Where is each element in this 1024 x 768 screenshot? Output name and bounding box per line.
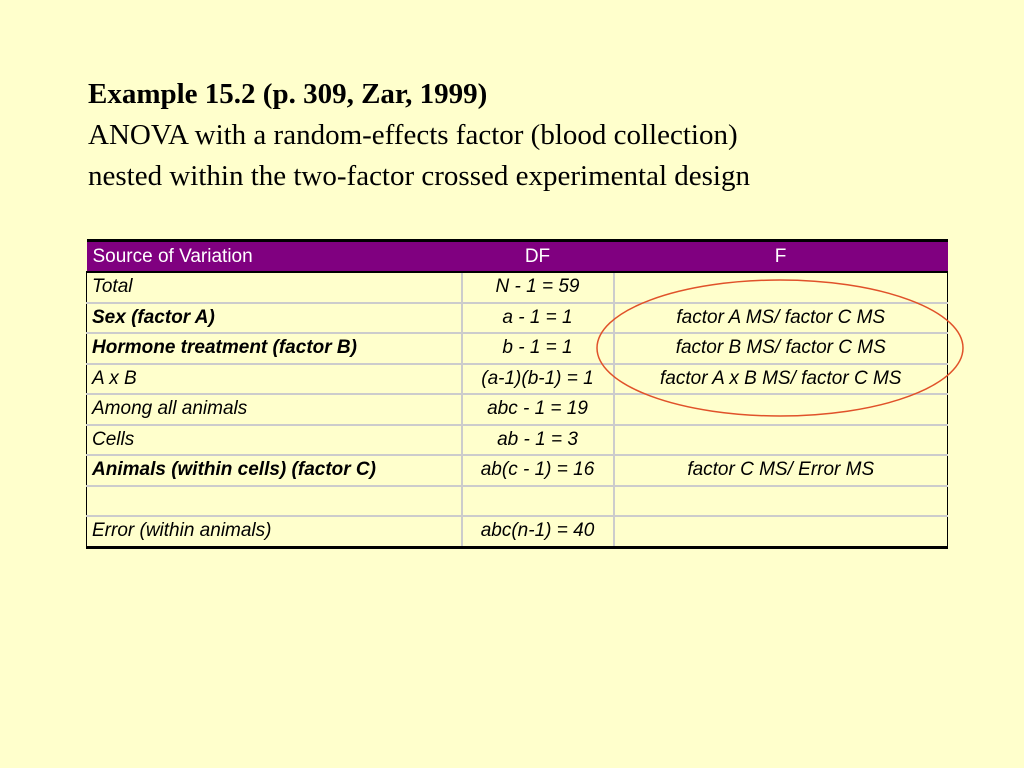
df-cell: b - 1 = 1 [462,333,614,364]
f-cell [614,272,948,303]
source-cell: Total [87,272,462,303]
source-cell: Error (within animals) [87,516,462,547]
df-cell: (a-1)(b-1) = 1 [462,364,614,395]
df-cell [462,486,614,517]
f-cell: factor B MS/ factor C MS [614,333,948,364]
slide-title: Example 15.2 (p. 309, Zar, 1999) [88,78,488,110]
title-block [88,74,988,197]
source-cell: A x B [87,364,462,395]
table-row [87,425,948,456]
df-cell: ab - 1 = 3 [462,425,614,456]
table-row [87,303,948,334]
header-f: F [614,241,948,273]
f-cell [614,425,948,456]
source-cell: Among all animals [87,394,462,425]
f-cell [614,486,948,517]
df-cell: abc - 1 = 19 [462,394,614,425]
table-header-row [87,241,948,273]
table-row [87,516,948,547]
df-cell: ab(c - 1) = 16 [462,455,614,486]
source-cell: Cells [87,425,462,456]
table-row [87,333,948,364]
source-cell: Sex (factor A) [87,303,462,334]
f-cell: factor A x B MS/ factor C MS [614,364,948,395]
source-cell: Hormone treatment (factor B) [87,333,462,364]
slide-subtitle-line-2: nested within the two-factor crossed experimental design [88,160,750,192]
f-cell [614,394,948,425]
table-row [87,364,948,395]
df-cell: N - 1 = 59 [462,272,614,303]
df-cell: abc(n-1) = 40 [462,516,614,547]
table-row [87,272,948,303]
f-cell: factor C MS/ Error MS [614,455,948,486]
f-cell [614,516,948,547]
slide-subtitle-line-1: ANOVA with a random-effects factor (blood collection) [88,119,738,151]
header-df: DF [462,241,614,273]
anova-table [86,239,948,549]
table-row [87,455,948,486]
table-row [87,394,948,425]
table-row-empty [87,486,948,517]
f-cell: factor A MS/ factor C MS [614,303,948,334]
source-cell [87,486,462,517]
source-cell: Animals (within cells) (factor C) [87,455,462,486]
df-cell: a - 1 = 1 [462,303,614,334]
header-source: Source of Variation [87,241,462,273]
